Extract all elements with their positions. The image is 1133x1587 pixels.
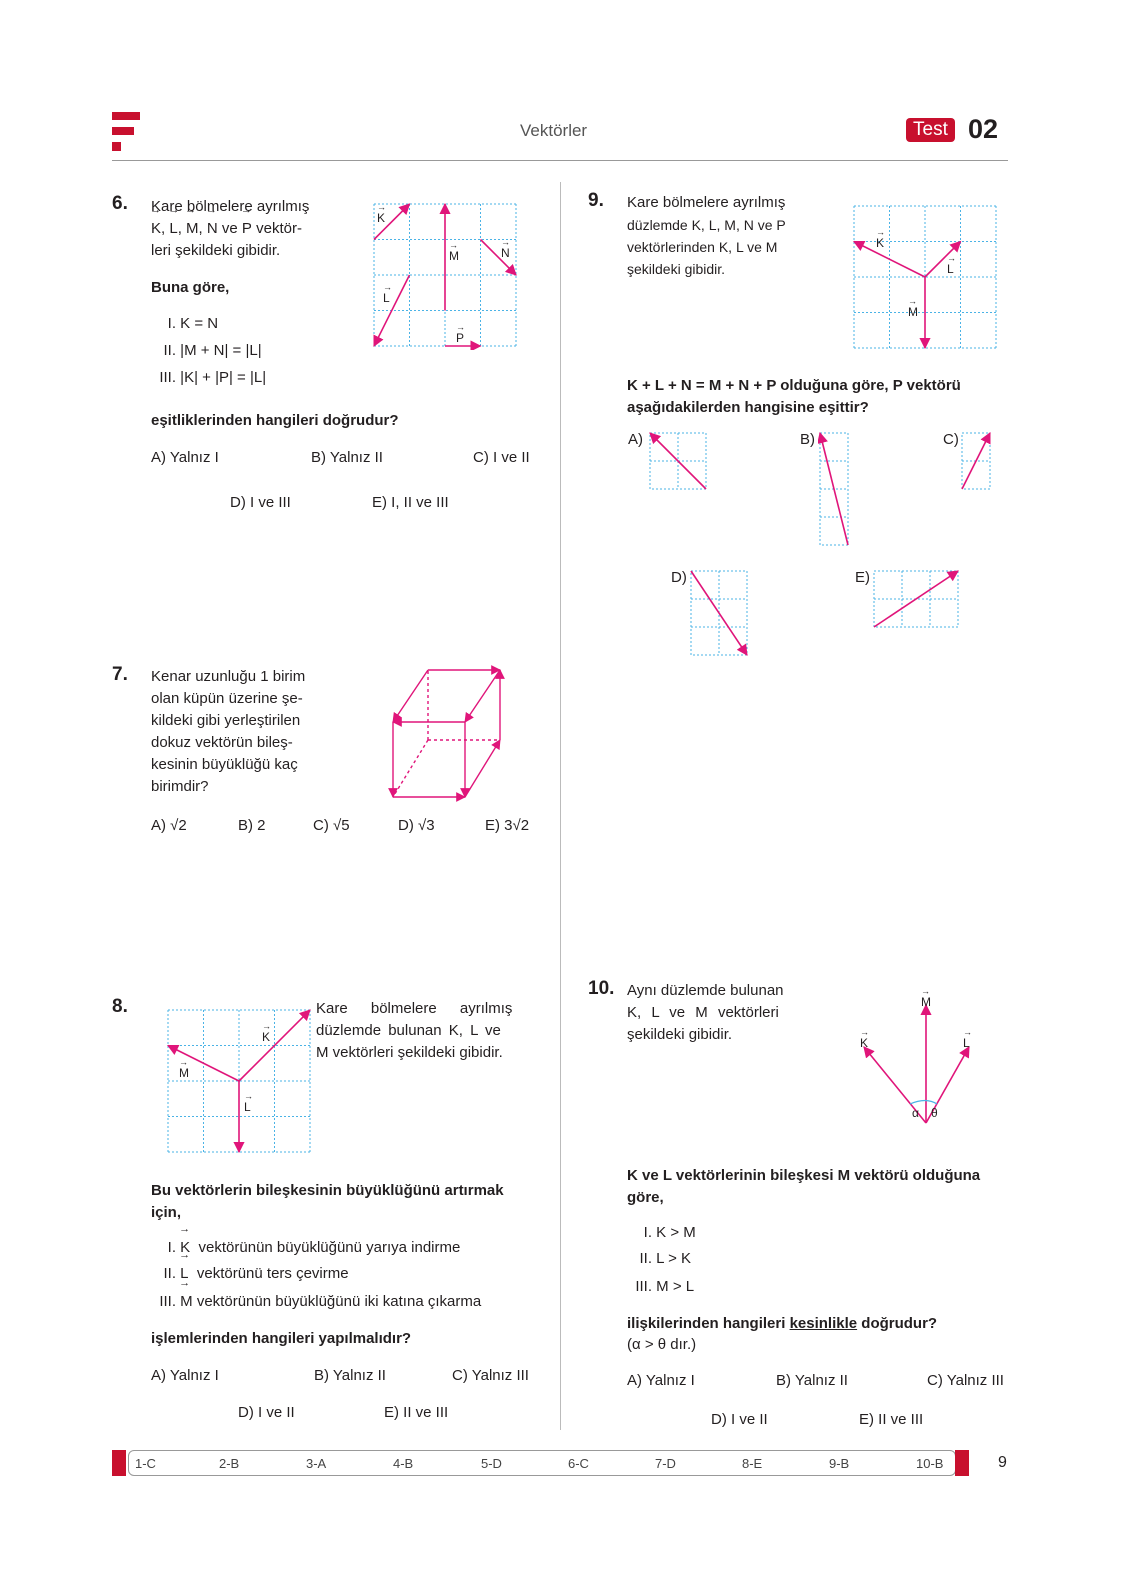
q6-stem-line3: leri şekildeki gibidir. — [151, 242, 281, 259]
item-roman: II. — [163, 1265, 176, 1282]
q7-stem-line: birimdir? — [151, 778, 209, 795]
overarrow-icon: → — [383, 282, 392, 292]
q10-items — [632, 1222, 696, 1302]
overarrow-icon: → — [860, 1027, 869, 1037]
q10-note: (α > θ dır.) — [627, 1336, 697, 1353]
answer-key-7: 7-D — [655, 1456, 676, 1471]
q8-question: işlemlerinden hangileri yapılmalıdır? — [151, 1330, 412, 1347]
vector-k: → K — [151, 218, 161, 240]
answer-key-right-tab — [955, 1450, 969, 1476]
q9-stem-line2: düzlemde K, L, M, N ve P — [627, 217, 786, 233]
item-text: |K| + |P| = |L| — [180, 369, 267, 386]
q10-item-1 — [632, 1222, 696, 1248]
q7-option-d[interactable]: D) √3 — [398, 817, 435, 834]
q9-option-e-figure[interactable] — [872, 568, 962, 632]
q7-stem-line: dokuz vektörün bileş- — [151, 734, 293, 751]
q9-option-a-label[interactable]: A) — [628, 431, 643, 448]
q6-items — [158, 313, 266, 394]
overarrow-icon: → — [456, 322, 465, 332]
item-text: |M + N| = |L| — [180, 342, 262, 359]
vector-m: → M — [186, 218, 199, 240]
q9-stem — [627, 192, 827, 280]
q9-option-e-label[interactable]: E) — [855, 569, 870, 586]
q6-stem-line2: → K, → L, → M, → N ve → P vektör- — [151, 218, 351, 240]
q10-option-c[interactable]: C) Yalnız III — [927, 1372, 1004, 1389]
q8-stem-line2: düzlemde bulunan K, L ve — [316, 1022, 501, 1039]
q10-option-e[interactable]: E) II ve III — [859, 1411, 924, 1428]
q9-label-k: K — [876, 236, 885, 250]
q6-option-a[interactable]: A) Yalnız I — [151, 449, 219, 466]
q9-stem-line4: şekildeki gibidir. — [627, 261, 726, 277]
q9-option-d-label[interactable]: D) — [671, 569, 687, 586]
item-roman: III. — [159, 369, 176, 386]
item-text: vektörünü ters çevirme — [196, 1265, 349, 1282]
answer-key-8: 8-E — [742, 1456, 763, 1471]
q9-lead-line1 — [627, 375, 1009, 397]
q8-lead-line1: Bu vektörlerin bileşkesinin büyüklüğünü artırmak — [151, 1182, 504, 1199]
item-text: K > M — [656, 1224, 696, 1241]
q6-item-1 — [158, 313, 266, 340]
q10-question-pre: ilişkilerinden hangileri — [627, 1315, 786, 1332]
q9-option-c-label[interactable]: C) — [943, 431, 959, 448]
stem-word: vektör- — [256, 220, 302, 237]
q6-item-2 — [158, 340, 266, 367]
q8-option-a[interactable]: A) Yalnız I — [151, 1367, 219, 1384]
q7-option-e[interactable]: E) 3√2 — [485, 817, 530, 834]
q7-option-a[interactable]: A) √2 — [151, 817, 187, 834]
q6-item-3 — [158, 367, 266, 394]
q10-figure — [850, 985, 980, 1130]
page-number: 9 — [998, 1454, 1007, 1471]
stem-word: ve — [221, 220, 238, 237]
q7-stem-line: kildeki gibi yerleştirilen — [151, 712, 301, 729]
answer-key-1: 1-C — [135, 1456, 156, 1471]
q7-stem — [151, 666, 328, 798]
item-text: K = N — [180, 315, 219, 332]
q9-equation: K + L + N = M + N + P — [627, 377, 777, 394]
answer-key-6: 6-C — [568, 1456, 589, 1471]
q10-stem — [627, 980, 807, 1046]
q10-option-a[interactable]: A) Yalnız I — [627, 1372, 695, 1389]
item-roman: I. — [167, 1239, 176, 1256]
answer-key-2: 2-B — [219, 1456, 240, 1471]
q10-lead — [627, 1165, 1009, 1209]
q6-stem-line1: Kare bölmelere ayrılmış — [151, 198, 310, 215]
q8-stem — [316, 998, 532, 1064]
q8-label-l: L — [244, 1100, 251, 1114]
q10-stem-line1: Aynı düzlemde bulunan — [627, 982, 784, 999]
q9-option-b-label[interactable]: B) — [800, 431, 815, 448]
answer-key-5: 5-D — [481, 1456, 502, 1471]
overarrow-icon: → — [947, 253, 956, 263]
item-text: vektörünün büyüklüğünü iki katına çıkarma — [196, 1293, 482, 1310]
q6-option-c[interactable]: C) I ve II — [473, 449, 530, 466]
q9-number: 9. — [588, 190, 604, 211]
q9-option-d-figure[interactable] — [689, 568, 751, 660]
q8-number: 8. — [112, 996, 128, 1017]
overarrow-icon: → — [921, 986, 930, 996]
answer-key-4: 4-B — [393, 1456, 414, 1471]
q9-option-b-figure[interactable] — [818, 430, 852, 550]
q6-label-m: M — [449, 249, 459, 263]
q6-option-b[interactable]: B) Yalnız II — [311, 449, 383, 466]
q8-stem-line1: Kare bölmelere ayrılmış — [316, 1000, 513, 1017]
q7-cube-figure — [388, 665, 508, 805]
q10-label-m: M — [921, 995, 931, 1009]
q10-option-d[interactable]: D) I ve II — [711, 1411, 768, 1428]
q7-number: 7. — [112, 664, 128, 685]
q7-vector — [393, 670, 428, 722]
item-text: L > K — [656, 1250, 692, 1267]
overarrow-icon: → — [262, 1021, 271, 1031]
overarrow-icon: → — [876, 227, 885, 237]
q10-item-2 — [632, 1248, 696, 1276]
vector-l: → L — [180, 1263, 188, 1285]
q8-item-2 — [156, 1263, 481, 1291]
q10-question — [627, 1313, 937, 1335]
q10-lead-line1: K ve L vektörlerinin bileşkesi M vektörü olduğuna — [627, 1167, 981, 1184]
item-text: M > L — [656, 1278, 695, 1295]
q9-stem-line1: Kare bölmelere ayrılmış — [627, 194, 786, 211]
item-roman: III. — [635, 1278, 652, 1295]
item-roman: I. — [643, 1224, 652, 1241]
test-number: 02 — [968, 114, 999, 144]
q10-stem-line2: K, L ve M vektörleri — [627, 1004, 779, 1021]
column-divider — [560, 182, 561, 1430]
overarrow-icon: → — [449, 240, 458, 250]
q8-figure — [164, 1004, 314, 1156]
q10-item-3 — [632, 1276, 696, 1302]
q10-option-b[interactable]: B) Yalnız II — [776, 1372, 848, 1389]
q7-stem-line: Kenar uzunluğu 1 birim — [151, 668, 306, 685]
q7-option-c[interactable]: C) √5 — [313, 817, 350, 834]
q10-number: 10. — [588, 978, 615, 999]
brand-logo — [112, 112, 142, 152]
item-text: vektörünün büyüklüğünü yarıya indirme — [198, 1239, 461, 1256]
header-rule — [112, 160, 1008, 161]
q9-label-m: M — [908, 305, 918, 319]
q8-option-d[interactable]: D) I ve II — [238, 1404, 295, 1421]
q6-stem — [151, 196, 351, 262]
q10-question-post: doğrudur? — [861, 1315, 938, 1332]
q8-option-c[interactable]: C) Yalnız III — [452, 1367, 529, 1384]
q6-label-p: P — [456, 331, 465, 345]
q6-option-e[interactable]: E) I, II ve III — [372, 494, 449, 511]
q9-option-a-figure[interactable] — [648, 430, 710, 494]
overarrow-icon: → — [244, 1091, 253, 1101]
overarrow-icon: → — [377, 202, 386, 212]
item-roman: II. — [163, 342, 176, 359]
q6-question: eşitliklerinden hangileri doğrudur? — [151, 412, 399, 429]
q10-question-emphasis: kesinlikle — [789, 1315, 858, 1332]
q6-option-d[interactable]: D) I ve III — [230, 494, 291, 511]
page-title: Vektörler — [520, 121, 588, 140]
q6-number: 6. — [112, 193, 128, 214]
q8-stem-line3: M vektörleri şekildeki gibidir. — [316, 1044, 503, 1061]
q8-label-k: K — [262, 1030, 271, 1044]
q9-lead-line2: aşağıdakilerden hangisine eşittir? — [627, 399, 869, 416]
q6-figure — [370, 198, 520, 350]
q9-figure — [850, 200, 1000, 352]
q10-lead-line2: göre, — [627, 1189, 664, 1206]
q8-item-3 — [156, 1291, 481, 1317]
overarrow-icon: → — [179, 1057, 188, 1067]
q8-label-m: M — [179, 1066, 189, 1080]
q9-label-l: L — [947, 262, 954, 276]
q9-stem-line3: vektörlerinden K, L ve M — [627, 239, 778, 255]
vector-k: → K — [180, 1237, 190, 1259]
q6-label-l: L — [383, 291, 390, 305]
q10-label-theta: θ — [931, 1106, 938, 1120]
q6-label-n: N — [501, 246, 510, 260]
vector-m: → M — [180, 1291, 193, 1313]
overarrow-icon: → — [908, 296, 917, 306]
q10-angle-arc — [910, 1101, 937, 1105]
item-roman: III. — [159, 1293, 176, 1310]
answer-key-left-tab — [112, 1450, 126, 1476]
item-roman: II. — [639, 1250, 652, 1267]
q6-vector-n — [481, 240, 517, 276]
q7-stem-line: kesinin büyüklüğü kaç — [151, 756, 298, 773]
answer-key-9: 9-B — [829, 1456, 850, 1471]
answer-key-3: 3-A — [306, 1456, 327, 1471]
q6-lead: Buna göre, — [151, 279, 230, 296]
q6-label-k: K — [377, 211, 386, 225]
q9-option-c-figure[interactable] — [960, 430, 994, 494]
q10-label-alpha: α — [912, 1106, 919, 1120]
vector-p: → P — [242, 218, 252, 240]
q8-lead-line2: için, — [151, 1204, 182, 1221]
q7-option-b[interactable]: B) 2 — [238, 817, 266, 834]
q10-label-l: L — [963, 1036, 970, 1050]
q7-stem-line: olan küpün üzerine şe- — [151, 690, 303, 707]
test-badge: Test — [906, 118, 955, 142]
vector-n: → N — [207, 218, 218, 240]
q8-lead — [151, 1180, 532, 1224]
item-roman: I. — [167, 315, 176, 332]
q9-lead — [627, 375, 1009, 419]
q9-lead-end: olduğuna göre, P vektörü — [780, 377, 961, 394]
q8-item-1 — [156, 1237, 481, 1263]
q10-stem-line3: şekildeki gibidir. — [627, 1026, 733, 1043]
vector-l: → L — [169, 218, 177, 240]
answer-key-10: 10-B — [916, 1456, 944, 1471]
q7-vector — [465, 740, 500, 797]
overarrow-icon: → — [963, 1027, 972, 1037]
overarrow-icon: → — [501, 237, 510, 247]
q10-label-k: K — [860, 1036, 869, 1050]
q8-items — [156, 1237, 481, 1317]
q7-vector — [465, 670, 500, 722]
q8-option-b[interactable]: B) Yalnız II — [314, 1367, 386, 1384]
q8-option-e[interactable]: E) II ve III — [384, 1404, 449, 1421]
